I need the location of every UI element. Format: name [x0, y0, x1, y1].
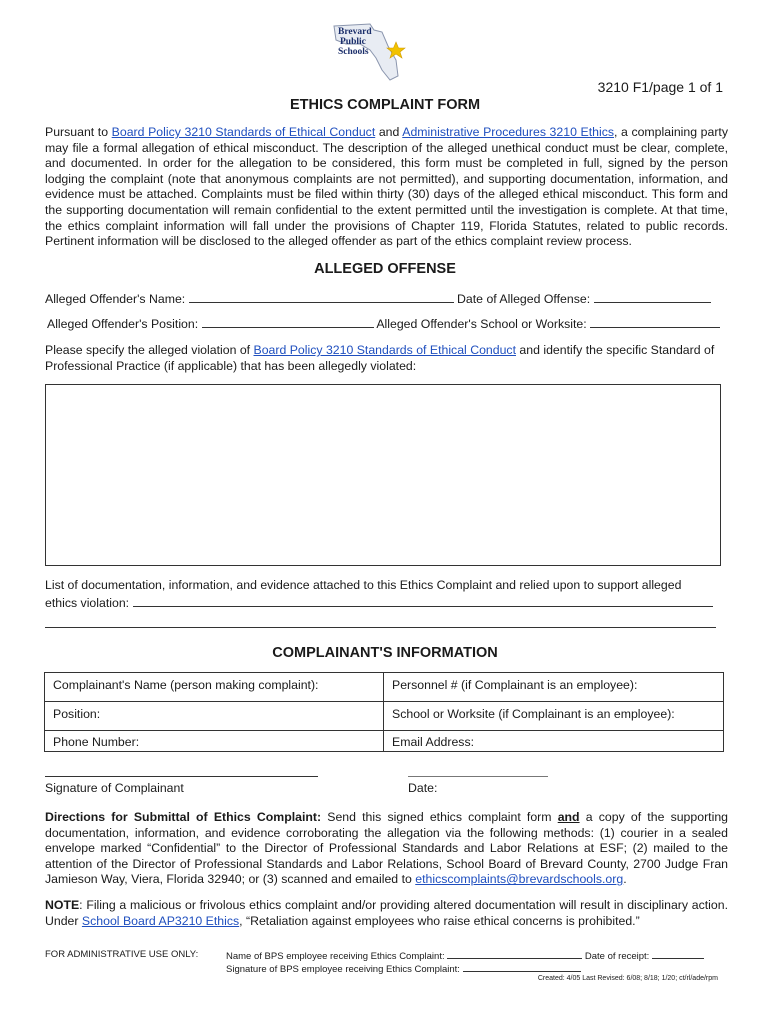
complainant-name-label: Complainant's Name (person making complaint):: [53, 678, 319, 692]
note-pre: : Filing a malicious or frivolous ethics complaint and/or providing altered documentation will result in disciplinary action. Under: [45, 898, 728, 928]
admin-procedures-link[interactable]: Administrative Procedures 3210 Ethics: [402, 125, 614, 139]
complainant-heading: COMPLAINANT'S INFORMATION: [272, 645, 498, 661]
signature-date-label: Date:: [408, 781, 438, 795]
documentation-line-2: [45, 594, 713, 612]
personnel-number-cell[interactable]: [384, 673, 724, 702]
offender-school-field[interactable]: [590, 315, 720, 328]
complainant-info-table: [44, 672, 724, 752]
email-address-label: Email Address:: [392, 735, 475, 749]
signature-label: Signature of Complainant: [45, 781, 184, 795]
admin-use-label: FOR ADMINISTRATIVE USE ONLY:: [45, 949, 199, 960]
brevard-public-schools-logo: [330, 20, 418, 84]
directions-pre: Send this signed ethics complaint form: [321, 810, 558, 824]
ap3210-ethics-link[interactable]: School Board AP3210 Ethics: [81, 913, 240, 928]
note-paragraph: [45, 898, 728, 929]
complainant-name-cell[interactable]: [45, 673, 384, 702]
email-address-cell[interactable]: [384, 731, 724, 752]
offender-position-field[interactable]: [202, 315, 374, 328]
logo-line-1: Brevard: [338, 27, 372, 37]
logo-line-3: Schools: [338, 47, 369, 57]
page-reference: 3210 F1/page 1 of 1: [597, 79, 723, 95]
directions-heading: Directions for Submittal of Ethics Complaint:: [45, 810, 322, 824]
violation-description-box[interactable]: [45, 384, 721, 566]
admin-receipt-label: Date of receipt:: [584, 951, 650, 962]
documentation-line-1: List of documentation, information, and evidence attached to this Ethics Complaint and relied upon to support alleged: [45, 578, 682, 592]
offense-date-label: Date of Alleged Offense:: [457, 292, 591, 306]
offense-date-field[interactable]: [594, 290, 711, 303]
specify-post: and identify the specific Standard of Professional Practice (if applicable) that has been allegedly violated:: [45, 343, 715, 373]
specify-pre: Please specify the alleged violation of: [45, 343, 254, 357]
complainant-school-label: School or Worksite (if Complainant is an employee):: [392, 707, 675, 721]
admin-signature-row: [226, 962, 581, 975]
documentation-field-2[interactable]: [45, 627, 716, 628]
offender-name-field[interactable]: [189, 290, 454, 303]
offender-school-label: Alleged Offender's School or Worksite:: [376, 317, 587, 331]
admin-receipt-field[interactable]: [652, 949, 704, 959]
documentation-label: ethics violation:: [45, 596, 130, 610]
admin-name-row: [226, 949, 704, 962]
intro-mid: and: [375, 125, 403, 139]
offender-name-row: [45, 290, 711, 308]
intro-post: , a complaining party may file a formal allegation of ethical misconduct. The description of the alleged unethical conduct must be clear, complete, and documented. In order for the allegation to be considered, this form must be completed in full, signed by the person lodging the complaint (note that anonymous complaints are not permitted), and supporting documentation, information, and evidence must be attached. Complaints must be filed within thirty (30) days of the alleged ethical misconduct. This form and the supporting documentation will remain confidential to the extent permitted until the investigation is complete. At that time, the ethics complaint information will fall under the provisions of Chapter 119, Florida Statutes, related to public records. Pertinent information will be disclosed to the alleged offender as part of the ethics complaint review process.: [45, 125, 728, 249]
offender-position-row: [47, 315, 720, 333]
directions-paragraph: [45, 810, 728, 888]
note-post: , “Retaliation against employees who raise ethical concerns is prohibited.”: [239, 913, 640, 928]
signature-date-line[interactable]: [408, 776, 548, 777]
note-heading: NOTE: [45, 898, 80, 912]
specify-policy-link[interactable]: Board Policy 3210 Standards of Ethical Conduct: [253, 343, 516, 357]
ethics-email-link[interactable]: ethicscomplaints@brevardschools.org: [415, 872, 624, 887]
complainant-position-label: Position:: [53, 707, 101, 721]
logo-text: [338, 27, 372, 57]
admin-signature-field[interactable]: [463, 962, 581, 972]
specify-violation-text: [45, 343, 728, 374]
revision-history: Created: 4/05 Last Revised: 6/08; 8/18; 1/20; ct/rl/ade/rpm: [537, 975, 718, 982]
phone-number-cell[interactable]: [45, 731, 384, 752]
phone-number-label: Phone Number:: [53, 735, 140, 749]
admin-name-field[interactable]: [447, 949, 582, 959]
complainant-position-cell[interactable]: [45, 702, 384, 731]
documentation-field[interactable]: [133, 594, 713, 607]
personnel-number-label: Personnel # (if Complainant is an employee):: [392, 678, 638, 692]
directions-post: a copy of the supporting documentation, information, and evidence corroborating the allegation via the following methods: (1) courier in a sealed envelope marked “Confidential” to the Director of Professional Standards and Labor Relations at ESF; (2) mailed to the attention of the Director of Professional Standards and Labor Relations, School Board of Brevard County, 2700 Judge Fran Jamieson Way, Viera, Florida 32940; or (3) scanned and emailed to: [45, 810, 728, 887]
intro-paragraph: [45, 125, 728, 250]
complainant-school-cell[interactable]: [384, 702, 724, 731]
admin-signature-label: Signature of BPS employee receiving Ethics Complaint:: [226, 964, 460, 975]
admin-name-label: Name of BPS employee receiving Ethics Complaint:: [226, 951, 445, 962]
directions-end: .: [623, 872, 627, 887]
logo-line-2: Public: [340, 37, 366, 47]
directions-and: and: [557, 810, 580, 824]
signature-line[interactable]: [45, 776, 318, 777]
board-policy-link[interactable]: Board Policy 3210 Standards of Ethical Conduct: [111, 125, 376, 139]
offender-name-label: Alleged Offender's Name:: [45, 292, 186, 306]
offender-position-label: Alleged Offender's Position:: [47, 317, 199, 331]
intro-pre: Pursuant to: [45, 125, 112, 139]
form-title: ETHICS COMPLAINT FORM: [289, 97, 481, 113]
alleged-offense-heading: ALLEGED OFFENSE: [314, 261, 456, 277]
